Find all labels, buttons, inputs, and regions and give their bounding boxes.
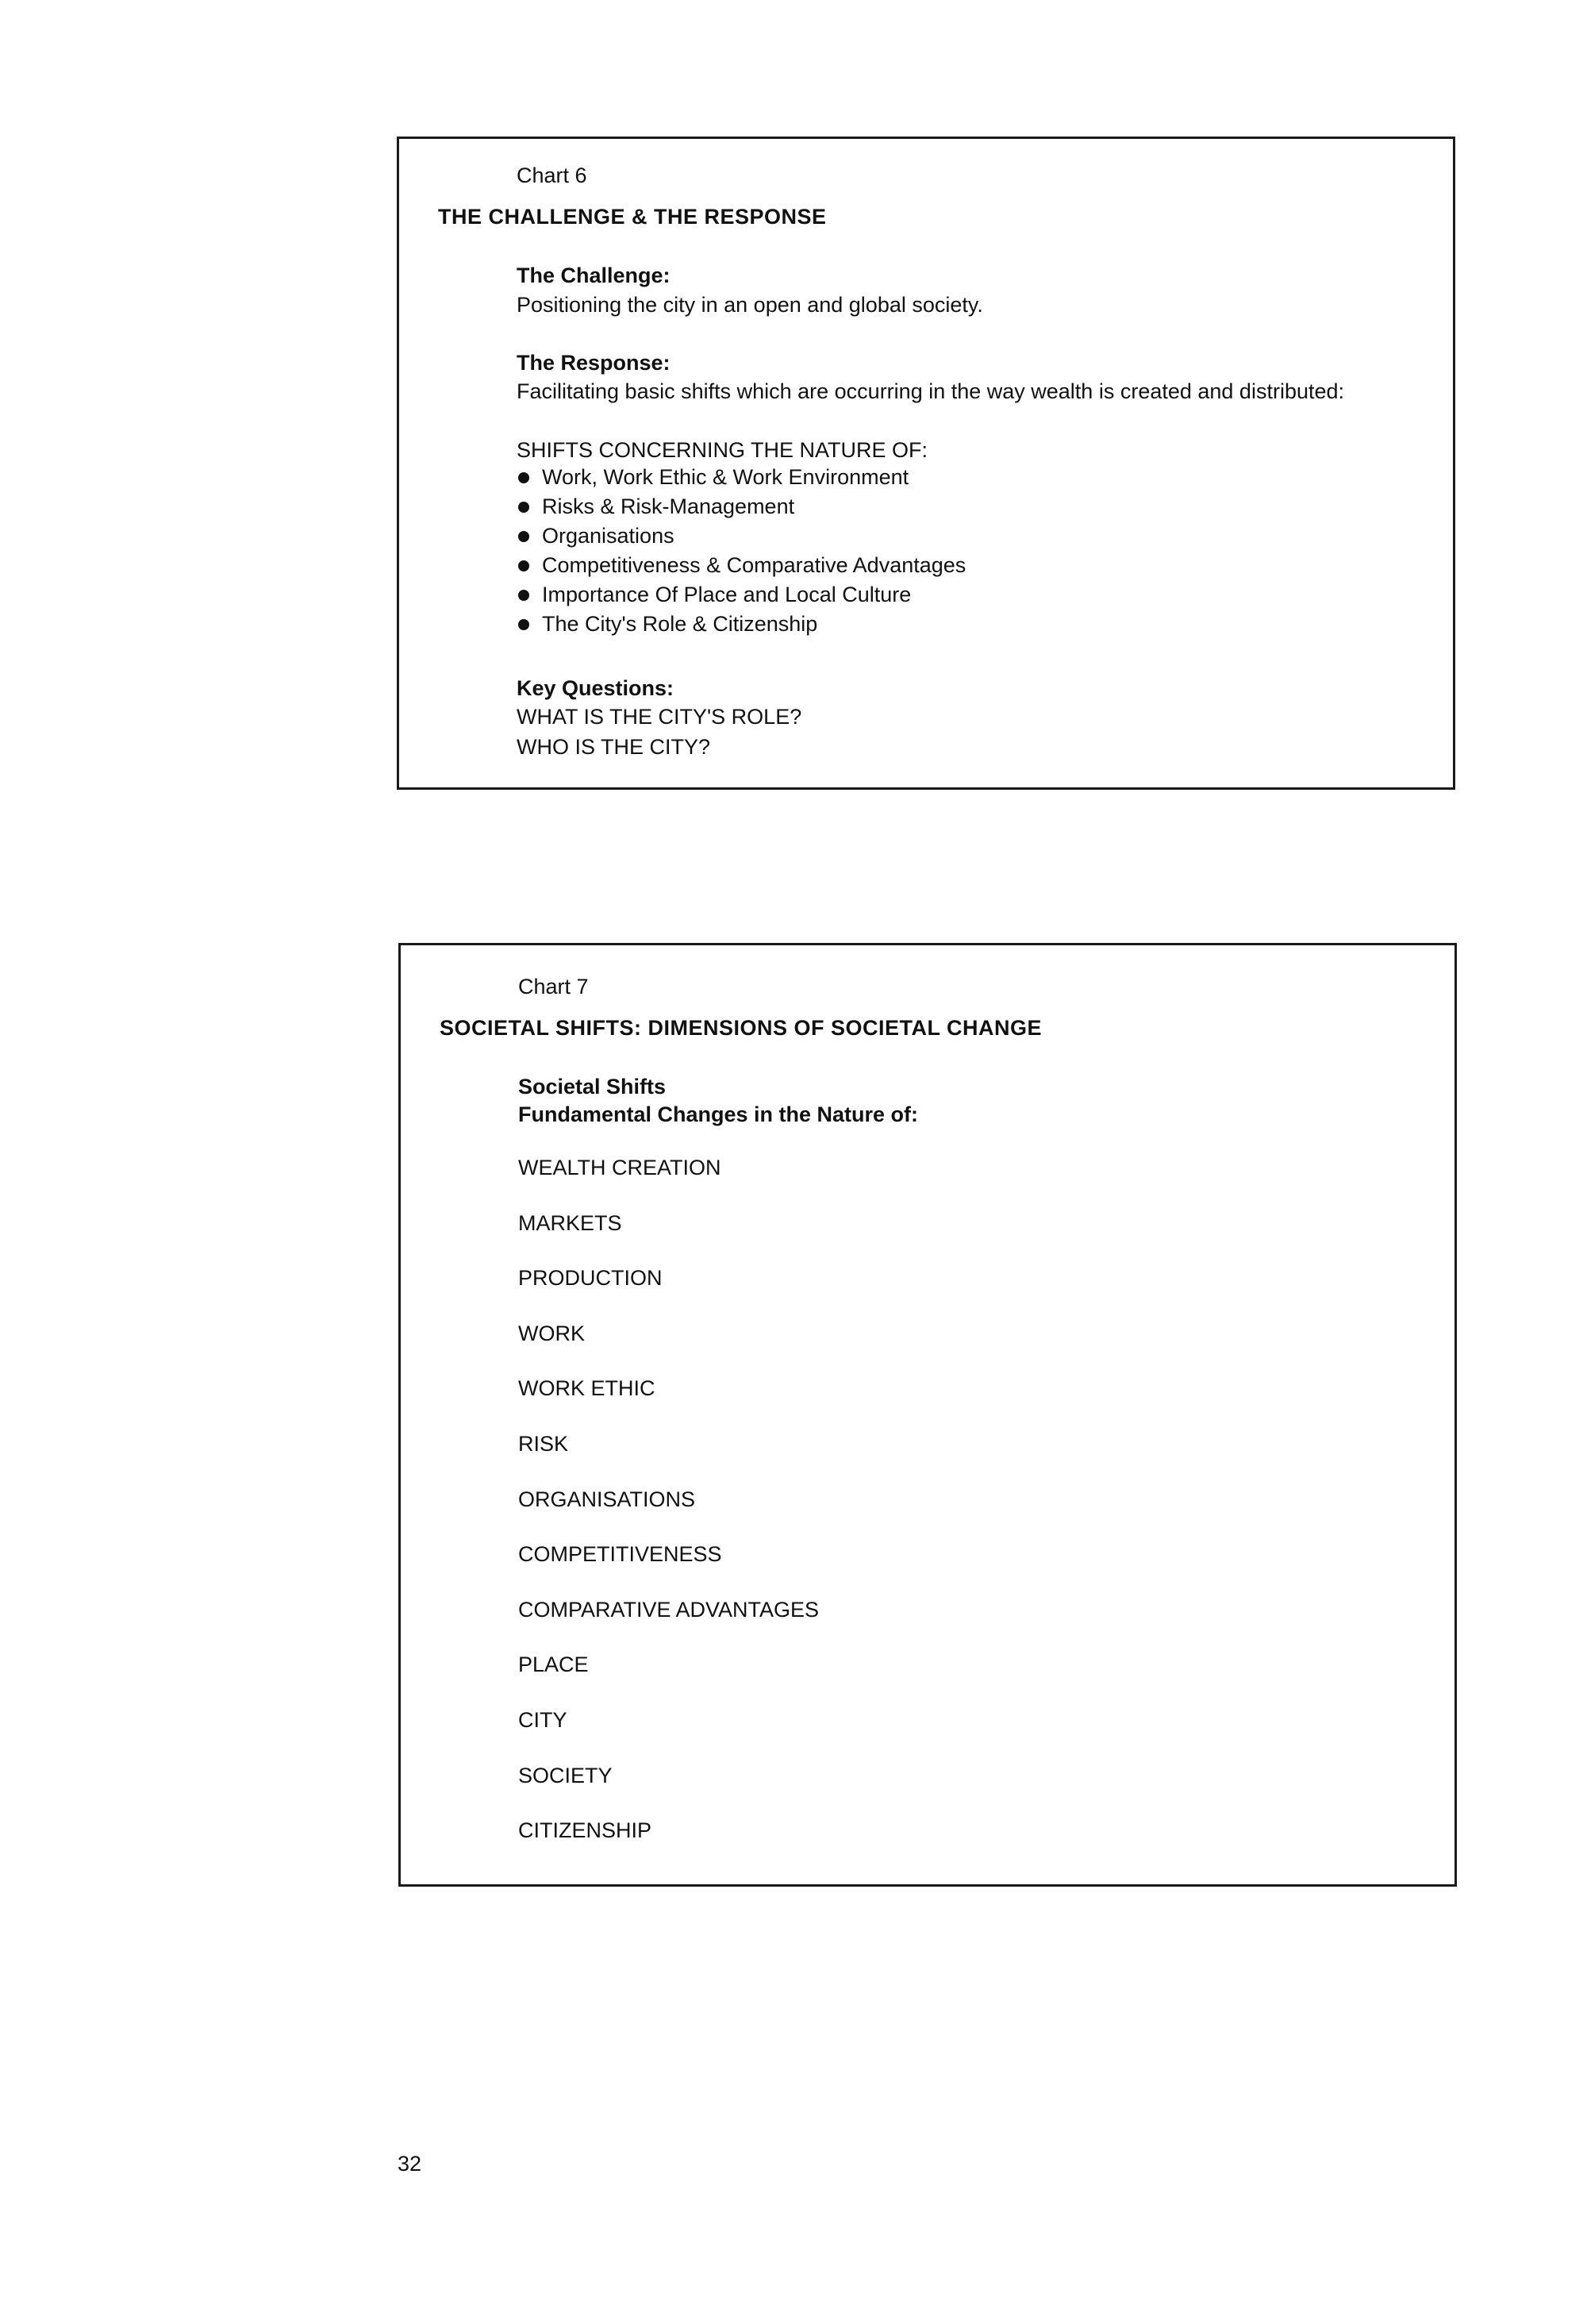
shift-text: Organisations	[542, 524, 674, 548]
list-item	[517, 551, 966, 580]
shifts-list	[517, 463, 966, 639]
bullet-icon	[518, 472, 529, 483]
list-item	[517, 463, 966, 492]
challenge-heading: The Challenge:	[517, 264, 671, 287]
list-item: PRODUCTION	[518, 1266, 663, 1291]
shift-text: Competitiveness & Comparative Advantages	[542, 553, 966, 577]
list-item: WORK	[518, 1321, 585, 1345]
list-item: WORK ETHIC	[518, 1376, 655, 1401]
response-text: Facilitating basic shifts which are occurring in the way wealth is created and distributed:	[517, 379, 1345, 403]
chart-7-box	[398, 943, 1457, 1887]
shift-text: The City's Role & Citizenship	[542, 612, 818, 636]
list-item: CITIZENSHIP	[518, 1818, 652, 1843]
response-heading: The Response:	[517, 351, 671, 375]
challenge-text: Positioning the city in an open and global society.	[517, 293, 983, 317]
list-item: SOCIETY	[518, 1763, 613, 1787]
fundamental-changes-subheading: Fundamental Changes in the Nature of:	[518, 1102, 919, 1126]
key-question-1: WHAT IS THE CITY'S ROLE?	[517, 705, 802, 729]
shift-text: Work, Work Ethic & Work Environment	[542, 465, 909, 489]
list-item: COMPETITIVENESS	[518, 1542, 722, 1567]
bullet-icon	[518, 531, 529, 542]
bullet-icon	[518, 590, 529, 601]
shift-text: Risks & Risk-Management	[542, 494, 795, 518]
list-item	[517, 580, 966, 610]
page-number: 32	[398, 2152, 422, 2176]
dimensions-list	[518, 1141, 819, 1859]
list-item	[517, 610, 966, 639]
list-item: MARKETS	[518, 1210, 622, 1235]
list-item: CITY	[518, 1707, 567, 1732]
bullet-icon	[518, 502, 529, 513]
shift-text: Importance Of Place and Local Culture	[542, 583, 912, 606]
societal-shifts-subheading: Societal Shifts	[518, 1075, 667, 1099]
list-item	[517, 492, 966, 521]
bullet-icon	[518, 619, 529, 630]
shifts-heading: SHIFTS CONCERNING THE NATURE OF:	[517, 438, 928, 462]
list-item: WEALTH CREATION	[518, 1156, 721, 1179]
chart-6-box	[397, 137, 1455, 790]
list-item: COMPARATIVE ADVANTAGES	[518, 1597, 820, 1622]
list-item: ORGANISATIONS	[518, 1487, 696, 1511]
list-item	[517, 521, 966, 551]
bullet-icon	[518, 560, 529, 571]
key-question-2: WHO IS THE CITY?	[517, 735, 711, 759]
chart-7-label: Chart 7	[518, 975, 589, 998]
key-questions-heading: Key Questions:	[517, 676, 674, 700]
chart-6-title: THE CHALLENGE & THE RESPONSE	[438, 205, 827, 229]
chart-7-title: SOCIETAL SHIFTS: DIMENSIONS OF SOCIETAL CHANGE	[440, 1016, 1043, 1040]
list-item: RISK	[518, 1431, 569, 1456]
chart-6-label: Chart 6	[517, 164, 587, 187]
list-item: PLACE	[518, 1653, 589, 1677]
